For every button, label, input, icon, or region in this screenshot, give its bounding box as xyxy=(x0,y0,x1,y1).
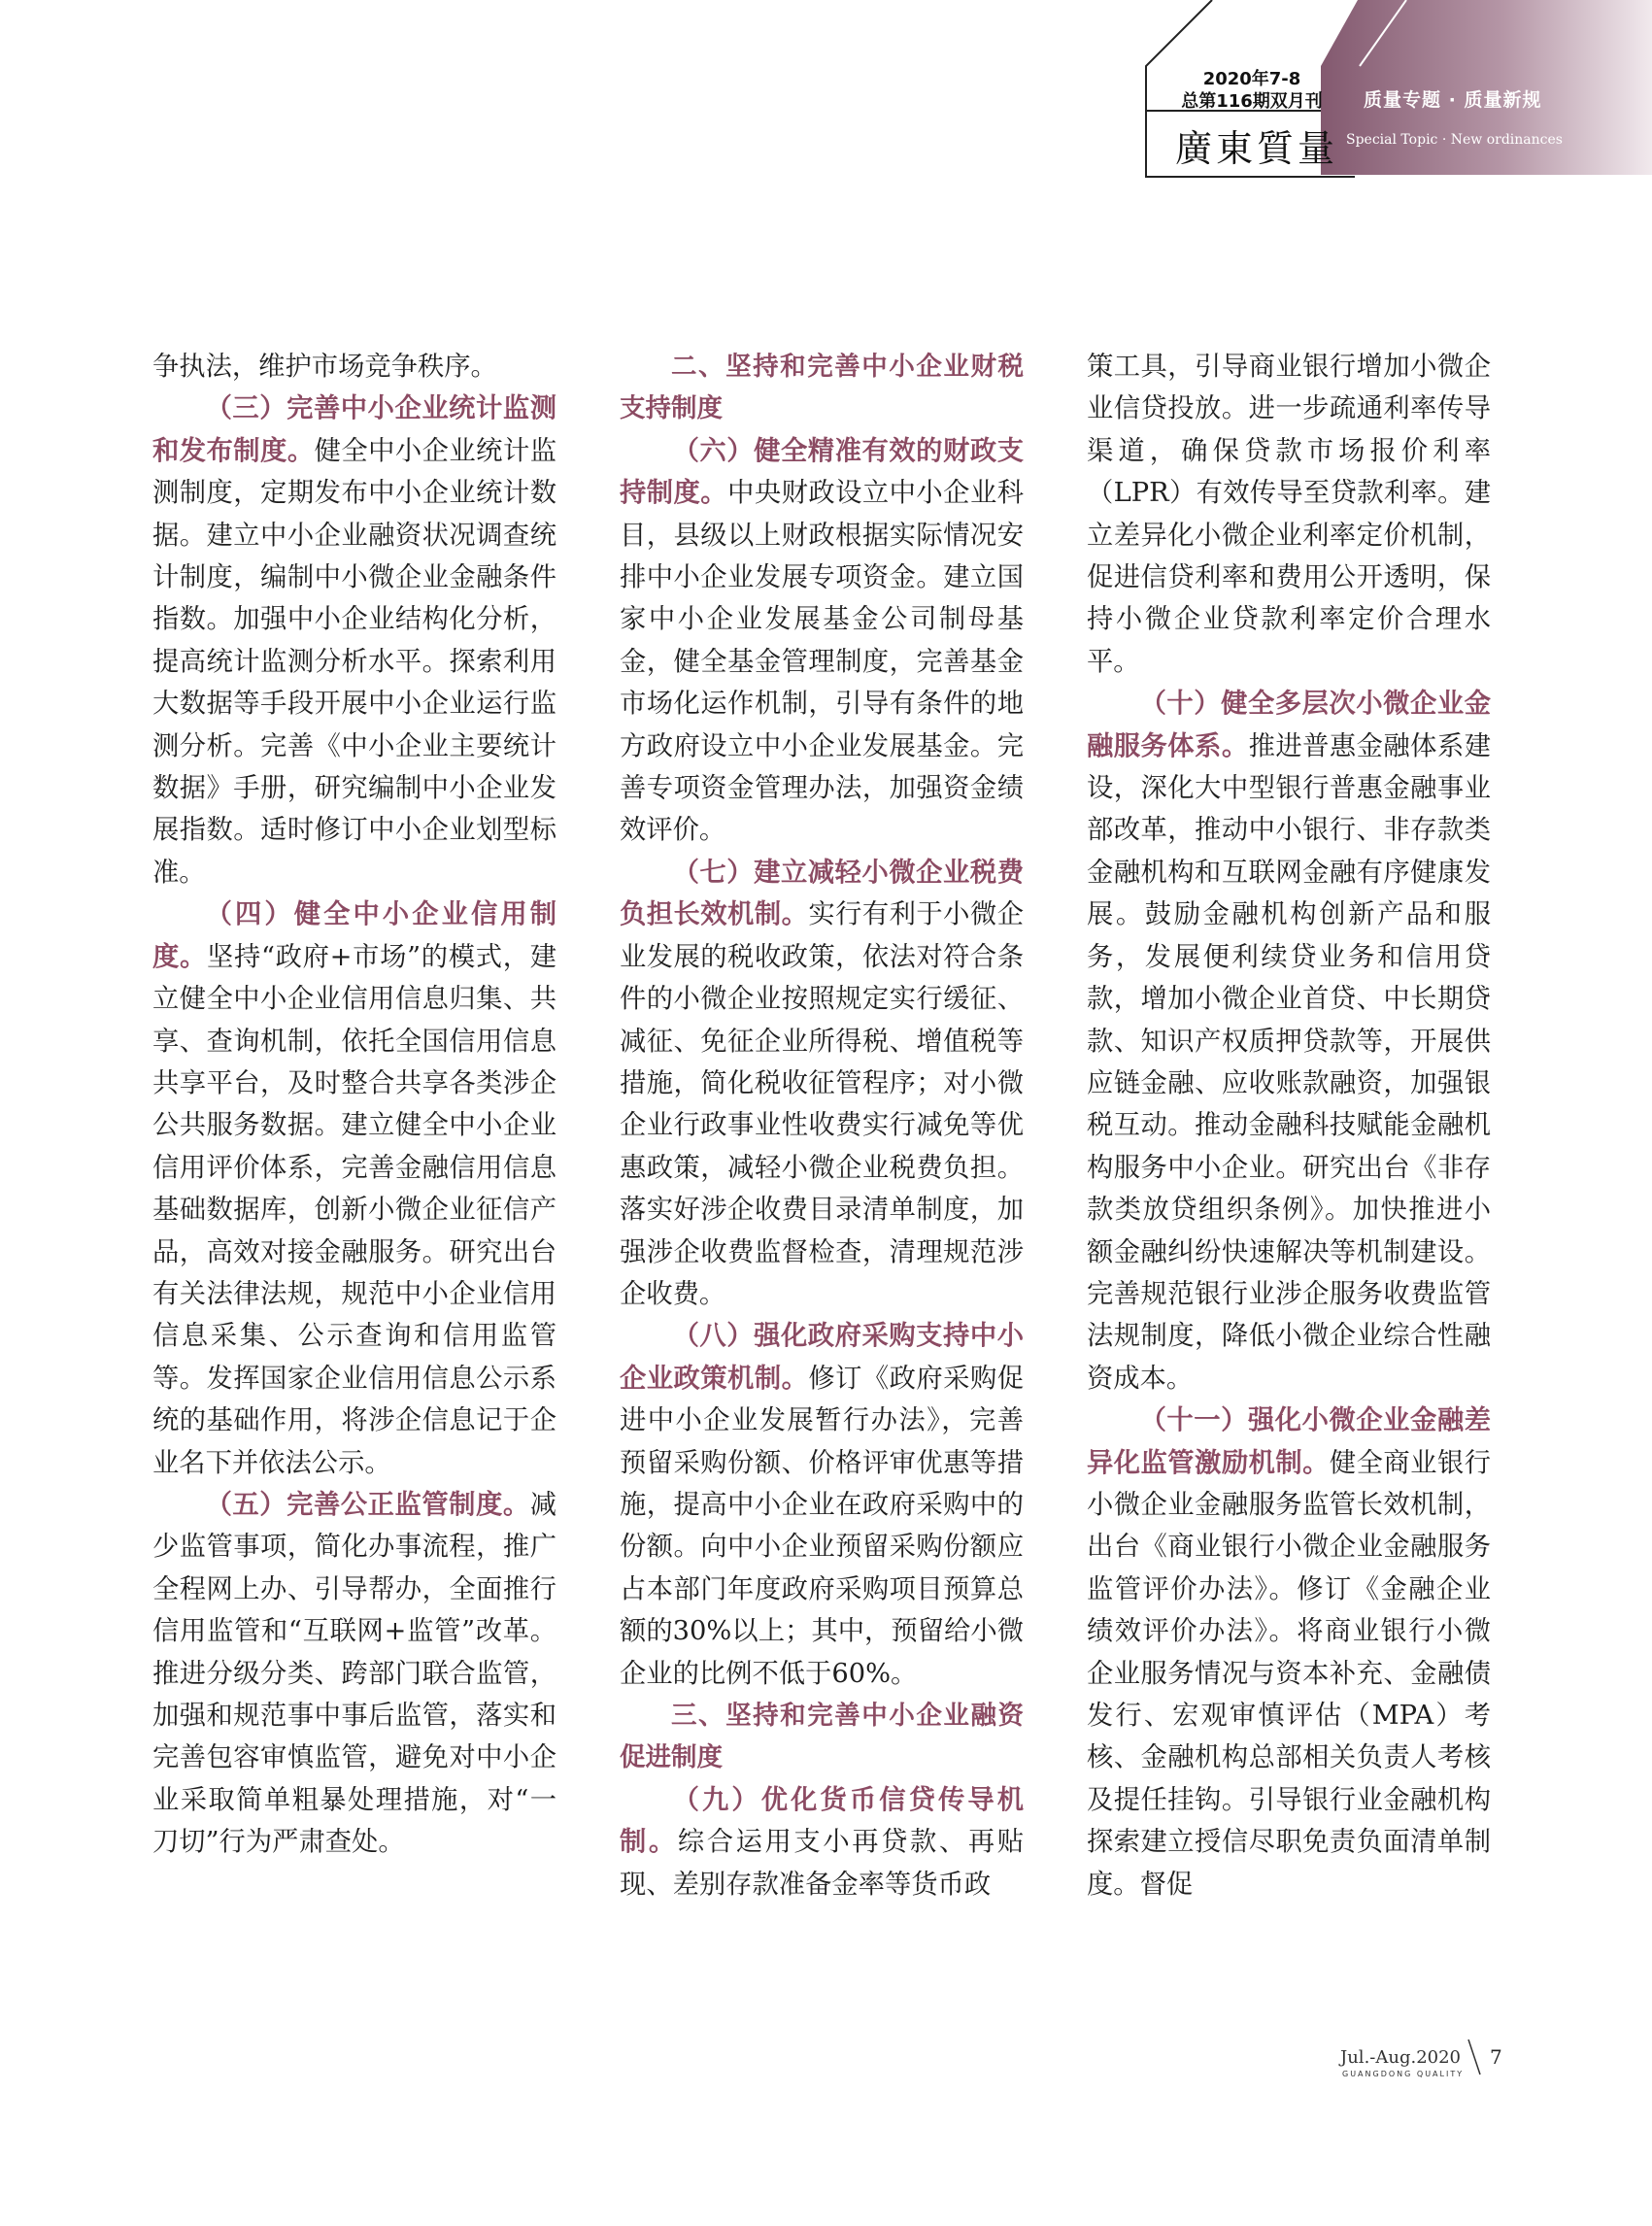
body-text: 健全中小企业统计监测制度，定期发布中小企业统计数据。建立中小企业融资状况调查统计制度，编制中小微企业金融条件指数。加强中小企业结构化分析，提高统计监测分析水平。探索利用大数据等手段开展中小企业运行监测分析。完善《中小企业主要统计数据》手册，研究编制中小企业发展指数。适时修订中小企业划型标准。 xyxy=(152,435,557,888)
body-text: 健全商业银行小微企业金融服务监管长效机制，出台《商业银行小微企业金融服务监管评价办法》。修订《金融企业绩效评价办法》。将商业银行小微企业服务情况与资本补充、金融债发行、宏观审慎评估（MPA）考核、金融机构总部相关负责人考核及提任挂钩。引导银行业金融机构探索建立授信尽职免责负面清单制度。督促 xyxy=(1087,1447,1492,1900)
subheading: （八）强化政府采购支持中小企业政策机制。 xyxy=(620,1320,1024,1394)
footer-slash-icon xyxy=(1465,2038,1484,2076)
body-text: 坚持“政府+市场”的模式，建立健全中小企业信用信息归集、共享、查询机制，依托全国信用信息共享平台，及时整合共享各类涉企公共服务数据。建立健全中小企业信用评价体系，完善金融信用信息基础数据库，创新小微企业征信产品，高效对接金融服务。研究出台有关法律法规，规范中小企业信用信息采集、公示查询和信用监管等。发挥国家企业信用信息公示系统的基础作用，将涉企信息记于企业名下并依法公示。 xyxy=(152,941,557,1478)
paragraph xyxy=(1087,683,1491,1400)
text-column-3 xyxy=(1087,346,1491,1906)
text-column-1 xyxy=(152,346,556,1864)
body-text: 综合运用支小再贷款、再贴现、差别存款准备金率等货币政 xyxy=(620,1827,1025,1900)
subheading: （十一）强化小微企业金融差异化监管激励机制。 xyxy=(1087,1404,1491,1478)
footer-date: Jul.-Aug.2020 xyxy=(1340,2047,1462,2068)
paragraph xyxy=(620,430,1024,852)
subheading: （五）完善公正监管制度。 xyxy=(205,1488,530,1520)
issue-info xyxy=(1150,68,1354,113)
paragraph xyxy=(620,852,1024,1315)
section-heading: 三、坚持和完善中小企业融资促进制度 xyxy=(620,1701,1024,1773)
paragraph xyxy=(620,1315,1024,1695)
text-column-2 xyxy=(620,346,1024,1906)
section-title-cn: 质量专题 · 质量新规 xyxy=(1364,89,1542,111)
paragraph: 争执法，维护市场竞争秩序。 xyxy=(152,352,497,382)
body-text: 中央财政设立中小企业科目，县级以上财政根据实际情况安排中小企业发展专项资金。建立国家中小企业发展基金公司制母基金，健全基金管理制度，完善基金市场化运作机制，引导有条件的地方政府设立中小企业发展基金。完善专项资金管理办法，加强资金绩效评价。 xyxy=(620,478,1025,846)
page-number: 7 xyxy=(1490,2045,1502,2069)
section-title-en: Special Topic · New ordinances xyxy=(1346,132,1563,148)
paragraph xyxy=(152,388,556,894)
paragraph xyxy=(1087,1400,1491,1906)
subheading: （四）健全中小企业信用制度。 xyxy=(152,898,556,972)
paragraph xyxy=(620,1779,1024,1906)
footer-magazine-name: GUANGDONG QUALITY xyxy=(1342,2070,1465,2078)
body-text: 减少监管事项，简化办事流程，推广全程网上办、引导帮办，全面推行信用监管和“互联网+监管”改革。推进分级分类、跨部门联合监管，加强和规范事中事后监管，落实和完善包容审慎监管，避免对中小企业采取简单粗暴处理措施，对“一刀切”行为严肃查处。 xyxy=(152,1489,556,1858)
paragraph xyxy=(152,894,556,1484)
magazine-logo: 廣東質量 xyxy=(1175,127,1339,170)
body-text: 推进普惠金融体系建设，深化大中型银行普惠金融事业部改革，推动中小银行、非存款类金融机构和互联网金融有序健康发展。鼓励金融机构创新产品和服务，发展便利续贷业务和信用贷款，增加小微企业首贷、中长期贷款、知识产权质押贷款等，开展供应链金融、应收账款融资，加强银税互动。推动金融科技赋能金融机构服务中小企业。研究出台《非存款类放贷组织条例》。加快推进小额金融纠纷快速解决等机制建设。完善规范银行业涉企服务收费监管法规制度，降低小微企业综合性融资成本。 xyxy=(1087,730,1492,1394)
body-text: 实行有利于小微企业发展的税收政策，依法对符合条件的小微企业按照规定实行缓征、减征、免征企业所得税、增值税等措施，简化税收征管程序；对小微企业行政事业性收费实行减免等优惠政策，减轻小微企业税费负担。落实好涉企收费目录清单制度，加强涉企收费监督检查，清理规范涉企收费。 xyxy=(620,899,1025,1309)
subheading: （三）完善中小企业统计监测和发布制度。 xyxy=(152,392,556,466)
subheading: （九）优化货币信贷传导机制。 xyxy=(620,1783,1024,1858)
subheading: （六）健全精准有效的财政支持制度。 xyxy=(620,434,1024,509)
paragraph: 策工具，引导商业银行增加小微企业信贷投放。进一步疏通利率传导渠道，确保贷款市场报价利率（LPR）有效传导至贷款利率。建立差异化小微企业利率定价机制，促进信贷利率和费用公开透明，保持小微企业贷款利率定价合理水平。 xyxy=(1087,352,1491,677)
issue-date: 2020年7-8 xyxy=(1202,69,1301,89)
subheading: （七）建立减轻小微企业税费负担长效机制。 xyxy=(620,856,1024,930)
subheading: （十）健全多层次小微企业金融服务体系。 xyxy=(1087,688,1491,761)
issue-number: 总第116期双月刊 xyxy=(1181,91,1323,112)
paragraph xyxy=(152,1484,556,1864)
section-heading: 二、坚持和完善中小企业财税支持制度 xyxy=(620,352,1024,424)
body-text: 修订《政府采购促进中小企业发展暂行办法》，完善预留采购份额、价格评审优惠等措施，提高中小企业在政府采购中的份额。向中小企业预留采购份额应占本部门年度政府采购项目预算总额的30%以上；其中，预留给小微企业的比例不低于60%。 xyxy=(620,1363,1025,1689)
